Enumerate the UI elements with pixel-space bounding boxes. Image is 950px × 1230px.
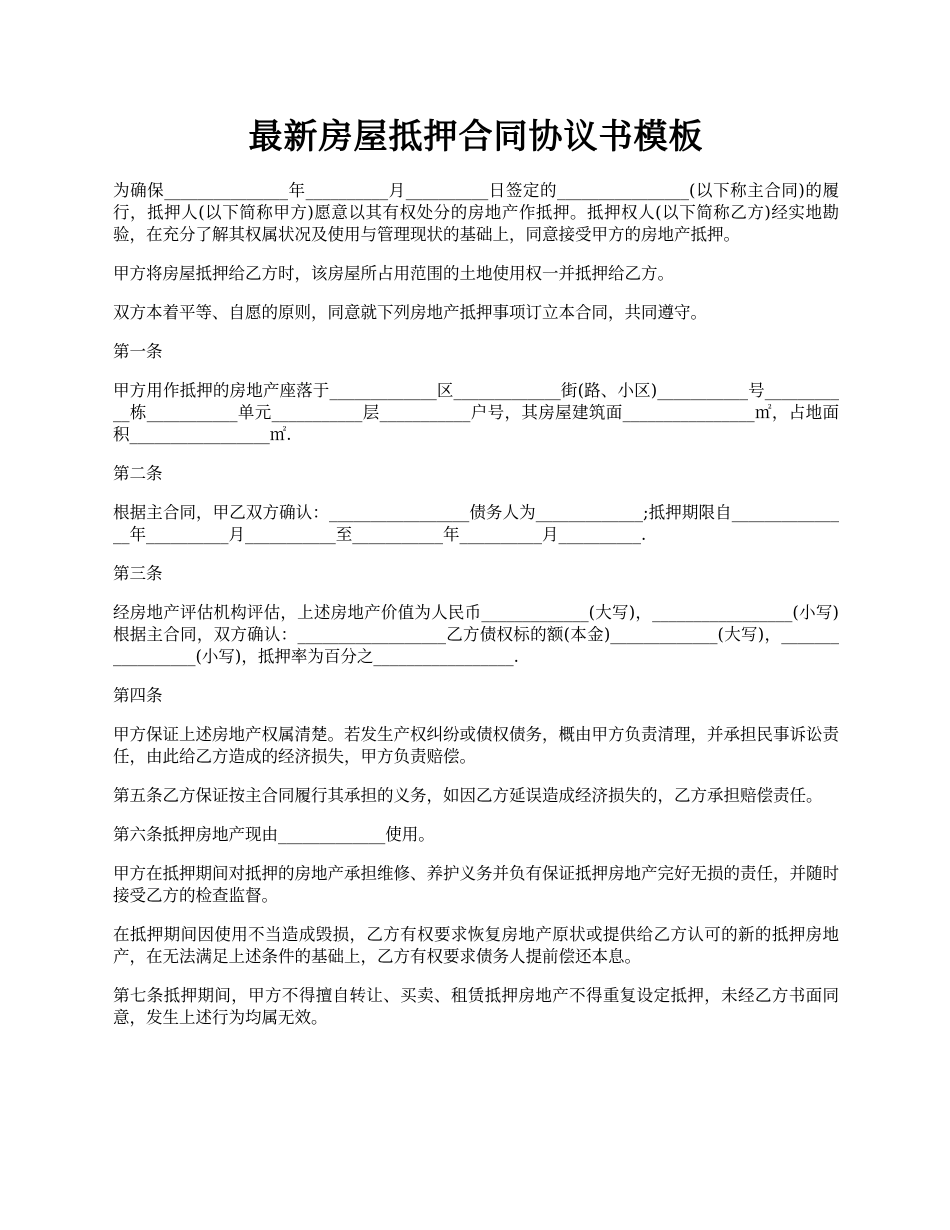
article-7-body: 第七条抵押期间，甲方不得擅自转让、买卖、租赁抵押房地产不得重复设定抵押，未经乙方书面同意，发生上述行为均属无效。 [113,986,839,1027]
article-3-body: 经房地产评估机构评估，上述房地产价值为人民币_____________(大写)，_________________(小写)根据主合同，双方确认：__________________乙方债权标的额(本金)_____________(大写)，_________________(小写)，抵押率为百分之_________________. [113,603,839,666]
article-1-body: 甲方用作抵押的房地产座落于_____________区_____________街(路、小区)___________号___________栋___________单元___________层___________户号，其房屋建筑面________________㎡，占地面积_________________㎡. [113,381,839,444]
maintenance-paragraph: 甲方在抵押期间对抵押的房地产承担维修、养护义务并负有保证抵押房地产完好无损的责任，并随时接受乙方的检查监督。 [113,864,839,905]
land-use-paragraph: 甲方将房屋抵押给乙方时，该房屋所占用范围的土地使用权一并抵押给乙方。 [113,264,674,283]
principle-paragraph: 双方本着平等、自愿的原则，同意就下列房地产抵押事项订立本合同，共同遵守。 [113,303,707,322]
damage-paragraph: 在抵押期间因使用不当造成毁损，乙方有权要求恢复房地产原状或提供给乙方认可的新的抵押房地产，在无法满足上述条件的基础上，乙方有权要求债务人提前偿还本息。 [113,925,839,966]
article-5-body: 第五条乙方保证按主合同履行其承担的义务，如因乙方延误造成经济损失的，乙方承担赔偿责任。 [113,786,823,805]
article-2-body: 根据主合同，甲乙双方确认：_________________债务人为_____________;抵押期限自_______________年__________月___________至___________年__________月__________. [113,503,839,544]
document-page [113,110,839,1046]
article-2-heading: 第二条 [113,464,163,483]
article-4-heading: 第四条 [113,686,163,705]
article-4-body: 甲方保证上述房地产权属清楚。若发生产权纠纷或债权债务，概由甲方负责清理，并承担民事诉讼责任，由此给乙方造成的经济损失，甲方负责赔偿。 [113,725,839,766]
article-1-heading: 第一条 [113,342,163,361]
article-6-body: 第六条抵押房地产现由_____________使用。 [113,825,435,844]
document-title: 最新房屋抵押合同协议书模板 [248,117,704,157]
intro-paragraph: 为确保_______________年__________月__________日签定的________________(以下称主合同)的履行，抵押人(以下简称甲方)愿意以其有权处分的房地产作抵押。抵押权人(以下简称乙方)经实地勘验，在充分了解其权属状况及使用与管理现状的基础上，同意接受甲方的房地产抵押。 [113,181,839,244]
article-3-heading: 第三条 [113,564,163,583]
